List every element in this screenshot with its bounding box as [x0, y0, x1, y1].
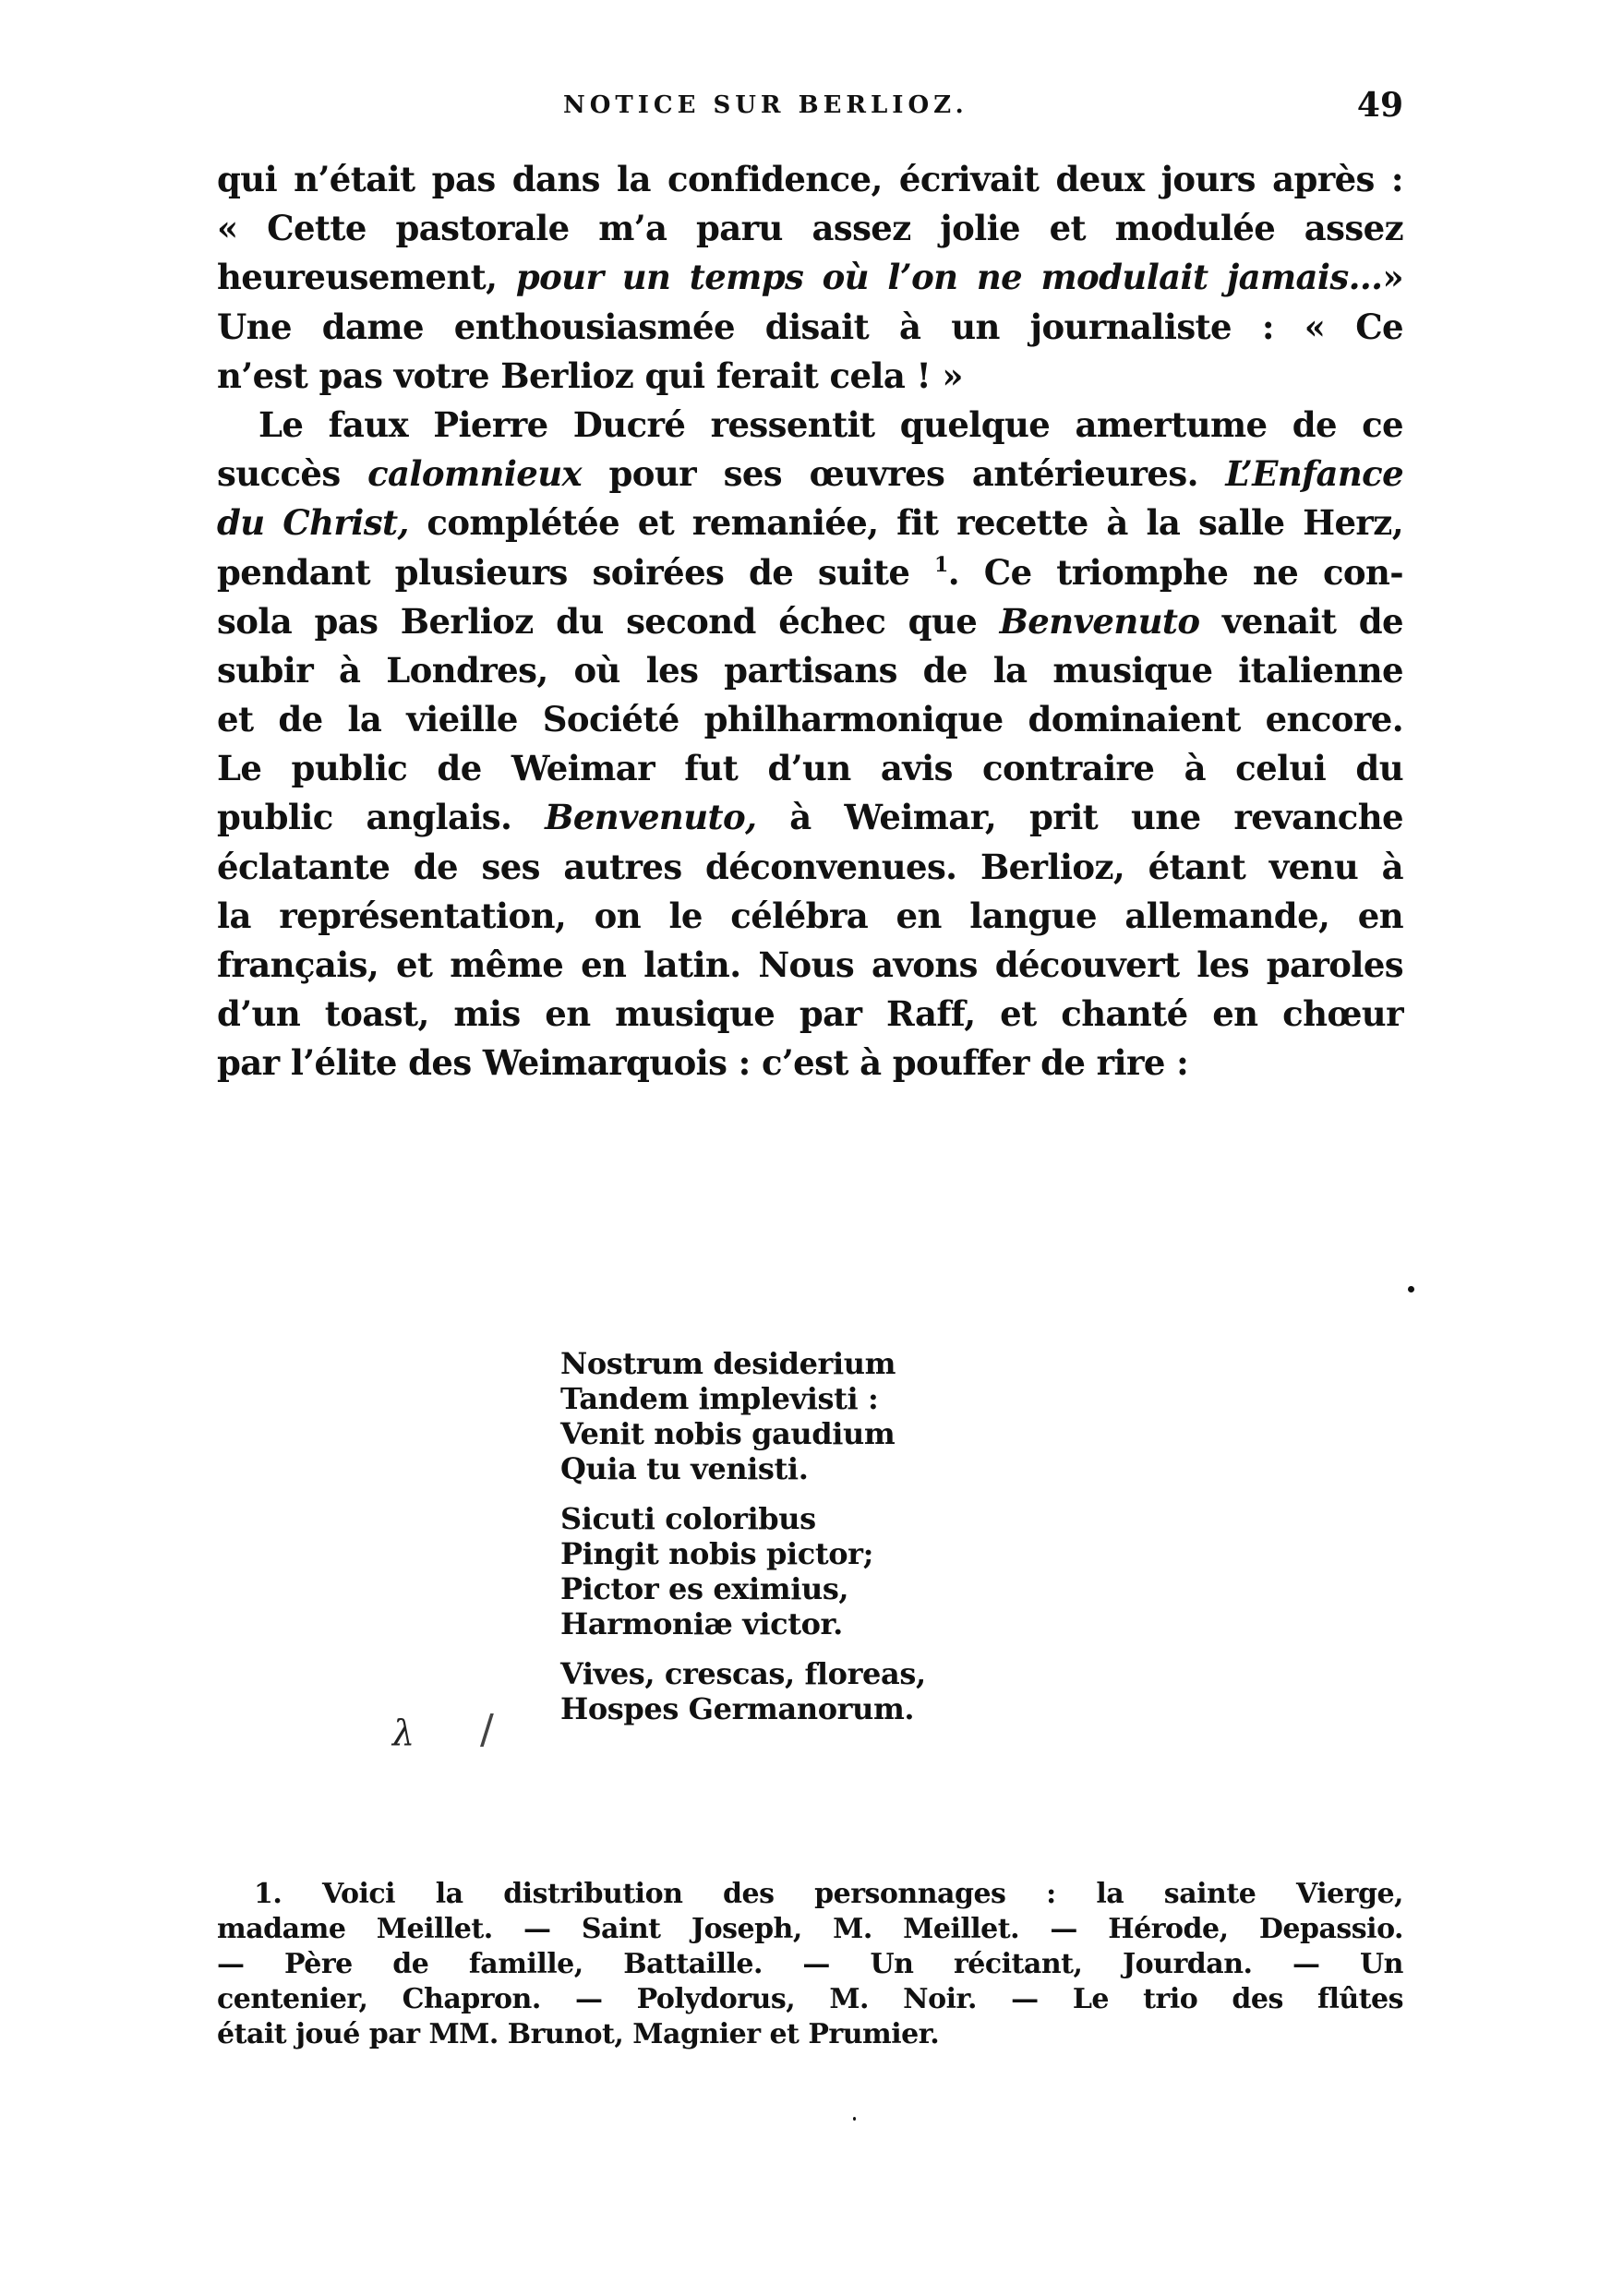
latin-toast-verse	[560, 1346, 926, 1741]
footnote	[217, 1877, 1403, 2052]
verse-line: Quia tu venisti.	[560, 1451, 809, 1486]
body-line: et de la vieille Société philharmonique dominaient encore.	[217, 699, 1403, 740]
handwritten-slash-mark: /	[480, 1706, 494, 1753]
body-line: sola pas Berlioz du second échec que Benvenuto venait de	[217, 600, 1403, 642]
running-title: NOTICE SUR BERLIOZ.	[563, 91, 968, 119]
work-title: du Christ,	[217, 502, 409, 544]
verse-line: Sicuti coloribus	[560, 1501, 816, 1536]
footnote-line: madame Meillet. — Saint Joseph, M. Meillet. — Hérode, Depassio.	[217, 1913, 1403, 1945]
stanza	[560, 1501, 926, 1641]
body-line: Le public de Weimar fut d’un avis contraire à celui du	[217, 748, 1403, 789]
handwritten-margin-mark: λ	[392, 1713, 415, 1753]
ink-speck	[853, 2117, 856, 2121]
page-number: 49	[1356, 86, 1403, 125]
body-line: public anglais. Benvenuto, à Weimar, prit une revanche	[217, 797, 1403, 838]
body-text	[217, 155, 1403, 1088]
footnote-line: était joué par MM. Brunot, Magnier et Prumier.	[217, 2018, 940, 2050]
verse-line: Pictor es eximius,	[560, 1571, 849, 1606]
footnote-reference[interactable]: 1	[934, 552, 948, 577]
verse-line: Harmoniæ victor.	[560, 1606, 843, 1641]
body-line: heureusement, pour un temps où l’on ne modulait jamais...»	[217, 257, 1403, 298]
body-line: subir à Londres, où les partisans de la musique italienne	[217, 649, 1403, 691]
verse-line: Pingit nobis pictor;	[560, 1536, 874, 1571]
verse-line: Hospes Germanorum.	[560, 1691, 915, 1726]
work-title: L’Enfance	[1225, 453, 1404, 495]
body-line: succès calomnieux pour ses œuvres antérieures. L’Enfance	[217, 453, 1404, 495]
work-title: Benvenuto	[999, 600, 1200, 642]
body-line: éclatante de ses autres déconvenues. Berlioz, étant venu à	[217, 846, 1403, 887]
body-line: pendant plusieurs soirées de suite $^1$. Ce triomphe ne con-	[217, 551, 1404, 593]
body-line: par l’élite des Weimarquois : c’est à pouffer de rire :	[217, 1042, 1189, 1084]
footnote-line: centenier, Chapron. — Polydorus, M. Noir. — Le trio des flûtes	[217, 1983, 1403, 2015]
body-line: « Cette pastorale m’a paru assez jolie et modulée assez	[217, 208, 1403, 249]
stanza	[560, 1656, 926, 1726]
body-line: n’est pas votre Berlioz qui ferait cela ! »	[217, 355, 963, 396]
ink-speck	[1408, 1286, 1414, 1292]
verse-line: Nostrum desiderium	[560, 1346, 896, 1381]
work-title: Benvenuto,	[545, 797, 757, 838]
italic-word: calomnieux	[367, 453, 582, 495]
body-line: d’un toast, mis en musique par Raff, et chanté en chœur	[217, 993, 1403, 1035]
verse-line: Tandem implevisti :	[560, 1381, 879, 1416]
italic-quote: pour un temps où l’on ne modulait jamais...	[515, 257, 1383, 298]
running-head	[563, 88, 1403, 134]
footnote-line: — Père de famille, Battaille. — Un récitant, Jourdan. — Un	[217, 1948, 1403, 1980]
body-line: la représentation, on le célébra en langue allemande, en	[217, 895, 1403, 936]
footnote-line: 1. Voici la distribution des personnages : la sainte Vierge,	[254, 1878, 1403, 1910]
body-line: Le faux Pierre Ducré ressentit quelque amertume de ce	[258, 403, 1403, 445]
body-line: français, et même en latin. Nous avons découvert les paroles	[217, 944, 1403, 985]
stanza	[560, 1346, 926, 1486]
body-line: du Christ, complétée et remaniée, fit recette à la salle Herz,	[217, 502, 1403, 544]
body-line: qui n’était pas dans la confidence, écrivait deux jours après :	[217, 159, 1403, 199]
verse-line: Venit nobis gaudium	[560, 1416, 896, 1451]
verse-line: Vives, crescas, floreas,	[560, 1656, 926, 1691]
body-line: Une dame enthousiasmée disait à un journaliste : « Ce	[217, 306, 1403, 347]
